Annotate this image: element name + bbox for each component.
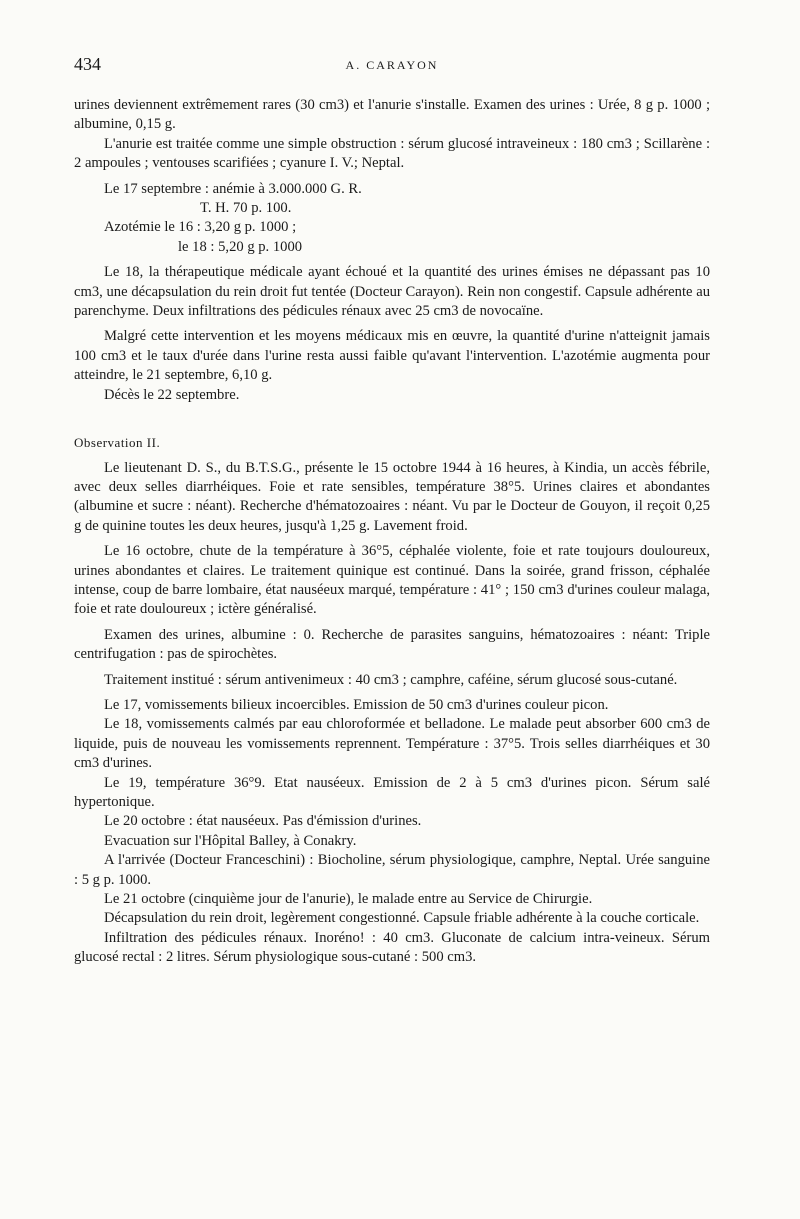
section-heading: Observation II.: [74, 435, 161, 451]
page-header: [74, 54, 710, 78]
paragraph: Le 21 octobre (cinquième jour de l'anurie), le malade entre au Service de Chirurgie.: [104, 891, 593, 908]
paragraph: urines deviennent extrêmement rares (30 cm3) et l'anurie s'installe. Examen des urines : Urée, 8 g p. 1000 ; albumine, 0,15 g.: [74, 97, 710, 133]
paragraph: Le 19, température 36°9. Etat nauséeux. Emission de 2 à 5 cm3 d'urines picon. Sérum salé hypertonique.: [74, 774, 710, 810]
paragraph: L'anurie est traitée comme une simple obstruction : sérum glucosé intraveineux : 180 cm3 ; Scillarène : 2 ampoules ; ventouses scarifiées ; cyanure I. V.; Neptal.: [74, 135, 710, 172]
page-number: 434: [74, 54, 101, 74]
lab-result-line: T. H. 70 p. 100.: [200, 200, 292, 217]
paragraph: Le 18, vomissements calmés par eau chloroformée et belladone. Le malade peut absorber 600 cm3 de liquide, puis de nouveau les vomissements reprennent. Température : 37°5. Trois selles diarrhéiques et 30 cm3 d'urines.: [74, 716, 710, 772]
lab-result-line: le 18 : 5,20 g p. 1000: [178, 238, 303, 255]
paragraph: Examen des urines, albumine : 0. Recherche de parasites sanguins, hématozoaires : néant: Triple centrifugation : pas de spirochètes.: [74, 626, 710, 663]
body-text: [74, 96, 710, 968]
running-title: A. CARAYON: [345, 58, 439, 72]
paragraph: Infiltration des pédicules rénaux. Inoréno! : 40 cm3. Gluconate de calcium intra-veineux. Sérum glucosé rectal : 2 litres. Sérum physiologique sous-cutané : 500 cm3.: [74, 929, 710, 966]
paragraph: Evacuation sur l'Hôpital Balley, à Conakry.: [104, 832, 357, 849]
lab-result-line: Azotémie le 16 : 3,20 g p. 1000 ;: [104, 219, 297, 236]
paragraph: Décès le 22 septembre.: [104, 386, 240, 403]
paragraph: A l'arrivée (Docteur Franceschini) : Biocholine, sérum physiologique, camphre, Neptal. Urée sanguine : 5 g p. 1000.: [74, 852, 710, 888]
paragraph: Décapsulation du rein droit, legèrement congestionné. Capsule friable adhérente à la couche corticale.: [104, 910, 700, 927]
paragraph: Le 20 octobre : état nauséeux. Pas d'émission d'urines.: [104, 813, 422, 830]
lab-result-line: Le 17 septembre : anémie à 3.000.000 G. R.: [104, 180, 362, 197]
paragraph: Le 16 octobre, chute de la température à 36°5, céphalée violente, foie et rate toujours douloureux, urines abondantes et claires. Le traitement quinique est continué. Dans la soirée, grand frisson, céphalée intense, coup de barre lombaire, état nauséeux marqué, température : 41° ; 150 cm3 d'urines couleur malaga, foie et rate douloureux ; ictère généralisé.: [74, 543, 710, 618]
paragraph: Malgré cette intervention et les moyens médicaux mis en œuvre, la quantité d'urine n'atteignit jamais 100 cm3 et le taux d'urée dans l'urine resta aussi faible qu'avant l'intervention. L'azotémie augmenta pour atteindre, le 21 septembre, 6,10 g.: [74, 328, 710, 384]
paragraph: Le lieutenant D. S., du B.T.S.G., présente le 15 octobre 1944 à 16 heures, à Kindia, un accès fébrile, avec deux selles diarrhéiques. Foie et rate sensibles, température 38°5. Urines claires et abondantes (albumine et sucre : néant). Recherche d'hématozoaires : néant. Vu par le Docteur de Gouyon, il reçoit 0,25 g de quinine toutes les deux heures, jusqu'à 1,25 g. Lavement froid.: [74, 459, 710, 534]
paragraph: Traitement institué : sérum antivenimeux : 40 cm3 ; camphre, caféine, sérum glucosé sous-cutané.: [104, 671, 678, 688]
paragraph: Le 18, la thérapeutique médicale ayant échoué et la quantité des urines émises ne dépassant pas 10 cm3, une décapsulation du rein droit fut tentée (Docteur Carayon). Rein non congestif. Capsule adhérente au parenchyme. Deux infiltrations des pédicules rénaux avec 25 cm3 de novocaïne.: [74, 264, 710, 320]
paragraph: Le 17, vomissements bilieux incoercibles. Emission de 50 cm3 d'urines couleur picon.: [104, 696, 609, 713]
